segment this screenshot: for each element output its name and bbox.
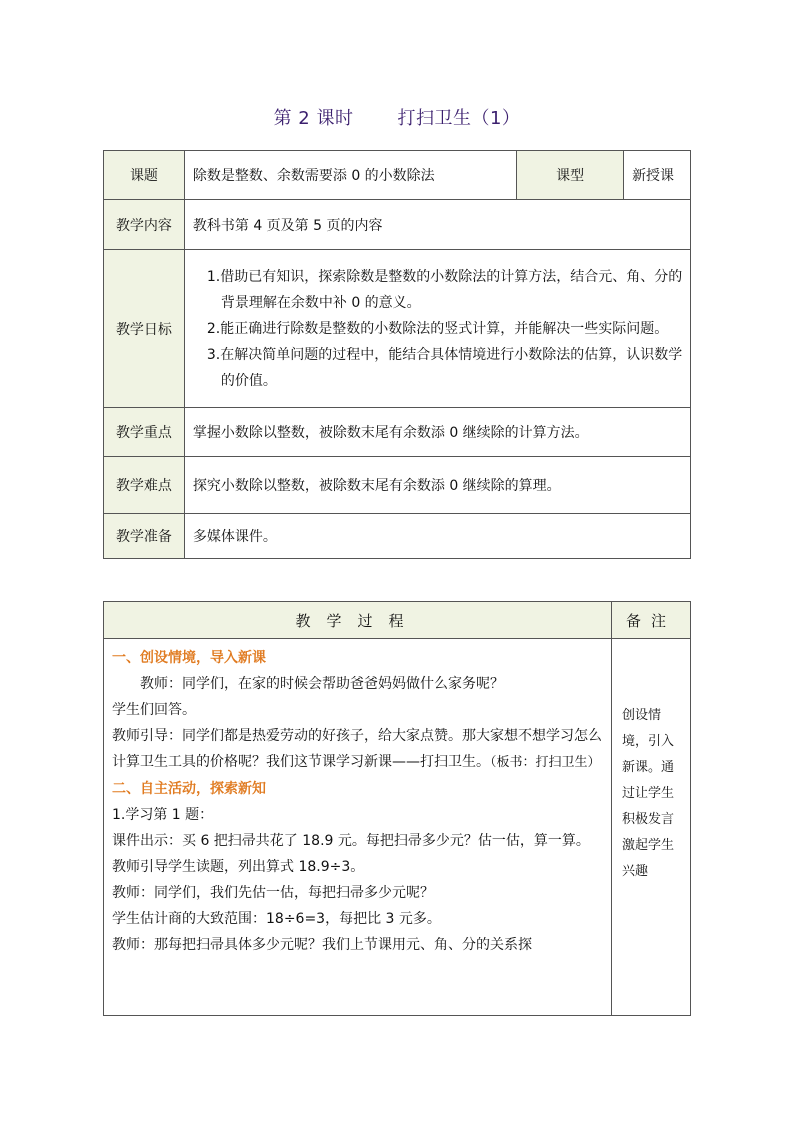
- page-title: [0, 104, 794, 130]
- info-row-difficulty: [104, 457, 691, 514]
- process-body-row: [104, 639, 691, 1016]
- info-row-key: [104, 408, 691, 457]
- type-label: 课型: [517, 151, 624, 200]
- key-label: 教学重点: [104, 408, 185, 457]
- paragraph: 教师：那每把扫帚具体多少元呢？我们上节课用元、角、分的关系探: [112, 937, 532, 953]
- process-header-row: [104, 602, 691, 639]
- lesson-info-table: [103, 150, 691, 559]
- teaching-process-table: [103, 601, 691, 1016]
- prep-label: 教学准备: [104, 514, 185, 559]
- info-row-goals: [104, 250, 691, 408]
- board-note: （板书：打扫卫生）: [490, 755, 601, 770]
- goal-label: 教学日标: [104, 250, 185, 408]
- info-row-content: [104, 200, 691, 250]
- note-header: 备注: [612, 602, 691, 639]
- section-heading-1: 一、创设情境，导入新课: [112, 650, 266, 666]
- difficulty-label: 教学难点: [104, 457, 185, 514]
- paragraph: 1.学习第 1 题：: [112, 807, 214, 823]
- goal-item-3: 3.在解决简单问题的过程中，能结合具体情境进行小数除法的估算，认识数学的价值。: [206, 346, 683, 389]
- paragraph: 教师引导学生读题，列出算式 18.9÷3。: [112, 859, 365, 875]
- paragraph: 教师：同学们，我们先估一估，每把扫帚多少元呢？: [112, 885, 434, 901]
- process-content: [104, 639, 612, 1016]
- process-note: 创设情境，引入新课。通过让学生积极发言激起学生兴趣: [612, 639, 691, 1016]
- content-label: 教学内容: [104, 200, 185, 250]
- prep-value: 多媒体课件。: [184, 514, 690, 559]
- lesson-title: 打扫卫生（1）: [397, 108, 521, 129]
- paragraph: 课件出示：买 6 把扫帚共花了 18.9 元。每把扫帚多少元？估一估，算一算。: [112, 833, 590, 849]
- info-row-subject: [104, 151, 691, 200]
- key-value: 掌握小数除以整数，被除数末尾有余数添 0 继续除的计算方法。: [184, 408, 690, 457]
- subject-value: 除数是整数、余数需要添 0 的小数除法: [184, 151, 516, 200]
- content-value: 教科书第 4 页及第 5 页的内容: [184, 200, 690, 250]
- difficulty-value: 探究小数除以整数，被除数末尾有余数添 0 继续除的算理。: [184, 457, 690, 514]
- paragraph-text: 教师引导：同学们都是热爱劳动的好孩子，给大家点赞。那大家想不想学习怎么计算卫生工具的价格呢？我们这节课学习新课——打扫卫生。: [112, 728, 602, 770]
- subject-label: 课题: [104, 151, 185, 200]
- goal-list: [207, 264, 684, 394]
- info-row-prep: [104, 514, 691, 559]
- paragraph: 学生们回答。: [112, 702, 196, 718]
- paragraph: 教师：同学们，在家的时候会帮助爸爸妈妈做什么家务呢？: [140, 676, 504, 692]
- goal-value: [184, 250, 690, 408]
- paragraph: 学生估计商的大致范围：18÷6=3，每把比 3 元多。: [112, 911, 441, 927]
- goal-item-1: 1.借助已有知识，探索除数是整数的小数除法的计算方法，结合元、角、分的背景理解在余数中补 0 的意义。: [206, 268, 683, 311]
- section-heading-2: 二、自主活动，探索新知: [112, 781, 266, 797]
- type-value: 新授课: [624, 151, 691, 200]
- lesson-number: 第 2 课时: [273, 108, 354, 129]
- paragraph: [112, 723, 603, 776]
- goal-item-2: 2.能正确进行除数是整数的小数除法的竖式计算，并能解决一些实际问题。: [206, 320, 669, 337]
- process-header: 教学过程: [104, 602, 612, 639]
